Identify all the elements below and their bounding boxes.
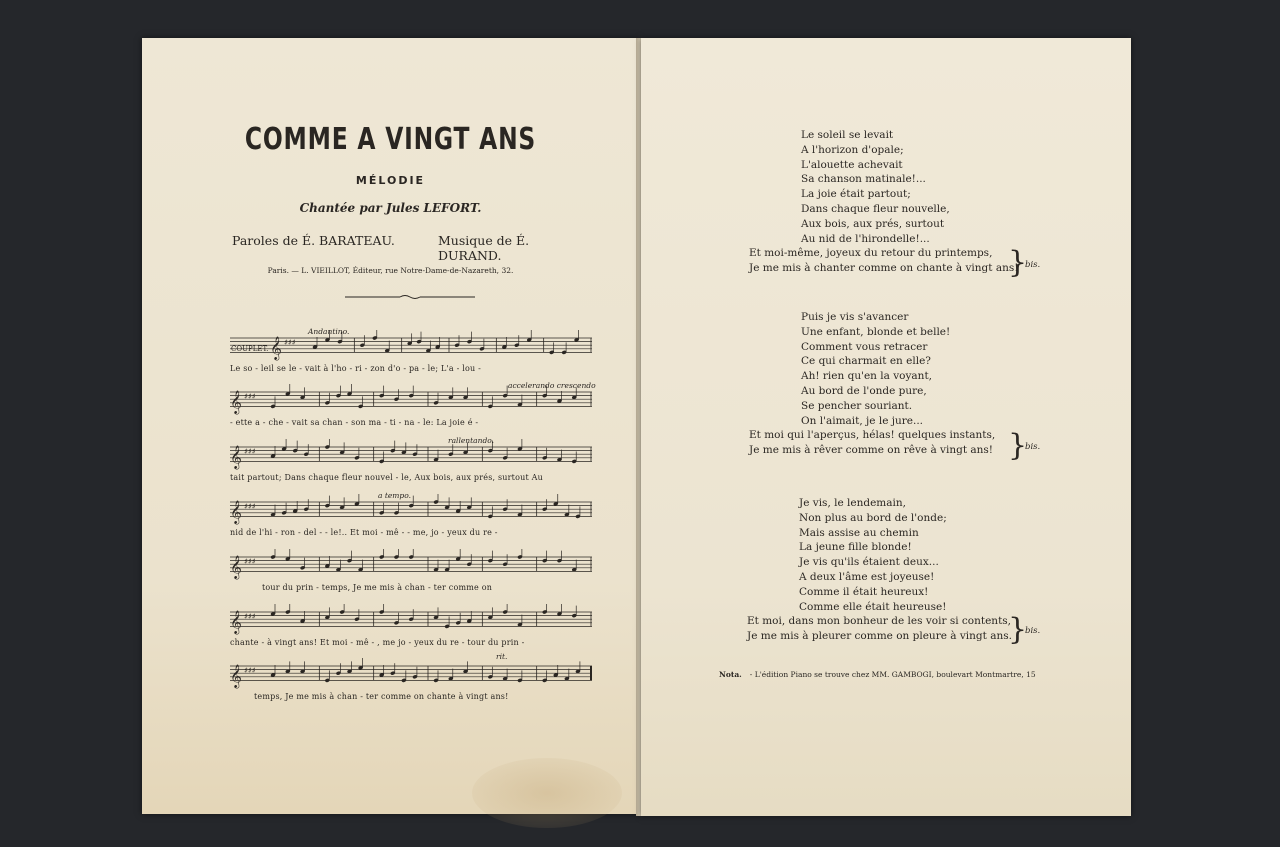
stanza-2 <box>749 310 996 458</box>
stanza-1 <box>749 128 1019 276</box>
verse-line: Sa chanson matinale!... <box>801 173 926 186</box>
lyric-line: tour du prin - temps, Je me mis à chan - ter comme on <box>262 583 493 592</box>
music-staff-7 <box>230 652 592 706</box>
verse-line: L'alouette achevait <box>801 158 903 171</box>
svg-text:𝄞: 𝄞 <box>230 499 242 524</box>
bis-marker: bis. <box>1025 442 1041 452</box>
verse-line: Une enfant, blonde et belle! <box>801 325 951 338</box>
lyric-line: temps, Je me mis à chan - ter comme on chante à vingt ans! <box>254 692 509 701</box>
verse-line: Comme il était heureux! <box>799 585 929 598</box>
verse-line: Au bord de l'onde pure, <box>801 384 927 397</box>
lyric-line: Le so - leil se le - vait à l'ho - ri - zon d'o - pa - le; L'a - lou - <box>230 364 482 373</box>
singer-credit: Chantée par Jules LEFORT. <box>299 201 482 215</box>
publisher-line: Paris. — L. VIEILLOT, Éditeur, rue Notre-Dame-de-Nazareth, 32. <box>267 266 514 275</box>
couplet-label: COUPLET. <box>231 345 269 353</box>
ornament-divider <box>345 294 475 300</box>
music-staff-4 <box>230 491 592 542</box>
refrain-brace: } <box>1008 245 1028 280</box>
svg-text:𝄞: 𝄞 <box>230 389 242 414</box>
verse-line: Dans chaque fleur nouvelle, <box>801 202 950 215</box>
lyric-line: tait partout; Dans chaque fleur nouvel - le, Aux bois, aux prés, surtout Au <box>230 473 543 482</box>
staff-lines <box>230 439 592 473</box>
stanza-3 <box>747 496 1012 644</box>
tempo-marking: accelerando crescendo <box>508 381 596 390</box>
music-staff-1 <box>230 327 592 378</box>
nota-label: Nota. <box>719 670 742 679</box>
verse-line: Comment vous retracer <box>801 340 928 353</box>
right-page <box>641 38 1131 816</box>
verse-line: Au nid de l'hirondelle!... <box>801 232 930 245</box>
verse-line: Je vis qu'ils étaient deux... <box>799 556 939 569</box>
verse-line: Non plus au bord de l'onde; <box>799 511 947 524</box>
svg-text:𝄞: 𝄞 <box>230 663 242 688</box>
tempo-marking: rallentando. <box>448 436 495 445</box>
verse-line: Le soleil se levait <box>801 129 894 141</box>
verse-line: La jeune fille blonde! <box>799 541 912 554</box>
staff-lines <box>230 494 592 528</box>
tempo-marking: rit. <box>496 652 508 661</box>
svg-text:♯♯♯: ♯♯♯ <box>244 447 256 457</box>
music-staff-2 <box>230 381 596 432</box>
staff-lines <box>230 658 592 692</box>
svg-text:♯♯♯: ♯♯♯ <box>244 666 256 676</box>
verse-line: Aux bois, aux prés, surtout <box>801 217 945 230</box>
svg-text:♯♯♯: ♯♯♯ <box>284 338 296 348</box>
nota-text: - L'édition Piano se trouve chez MM. GAMBOGI, boulevart Montmartre, 15 <box>749 670 1036 679</box>
svg-text:𝄞: 𝄞 <box>230 444 242 469</box>
music-staff-3 <box>230 436 592 487</box>
refrain-line: Je me mis à pleurer comme on pleure à vingt ans. <box>747 630 1012 643</box>
refrain-line: Et moi-même, joyeux du retour du printemps, <box>749 247 993 260</box>
refrain-line: Je me mis à rêver comme on rêve à vingt ans! <box>749 444 994 457</box>
verse-line: Puis je vis s'avancer <box>801 311 909 323</box>
bis-marker: bis. <box>1025 626 1041 636</box>
refrain-brace: } <box>1008 428 1028 463</box>
bis-marker: bis. <box>1025 260 1041 270</box>
verse-line: Comme elle était heureuse! <box>799 600 947 613</box>
svg-text:𝄞: 𝄞 <box>270 335 282 360</box>
svg-text:♯♯♯: ♯♯♯ <box>244 612 256 622</box>
song-title: COMME A VINGT ANS <box>244 122 537 157</box>
svg-text:♯♯♯: ♯♯♯ <box>244 392 256 402</box>
verse-line: A deux l'âme est joyeuse! <box>799 570 935 583</box>
music-staff-5 <box>230 549 592 597</box>
paper-stain <box>472 758 622 828</box>
verse-line: A l'horizon d'opale; <box>801 143 904 156</box>
staff-lines <box>230 604 592 638</box>
verse-line: La joie était partout; <box>801 188 911 201</box>
verse-line: On l'aimait, je le jure... <box>801 414 924 427</box>
composer-credit: Musique de É. DURAND. <box>438 233 530 263</box>
edition-note <box>719 670 1036 679</box>
verse-line: Se pencher souriant. <box>801 399 913 412</box>
staff-lines <box>230 330 592 364</box>
refrain-line: Je me mis à chanter comme on chante à vingt ans! <box>749 262 1019 275</box>
staff-lines <box>230 549 592 583</box>
verse-line: Je vis, le lendemain, <box>799 497 906 509</box>
tempo-marking: Andantino. <box>308 327 350 336</box>
refrain-brace: } <box>1008 612 1028 647</box>
svg-text:♯♯♯: ♯♯♯ <box>244 502 256 512</box>
refrain-line: Et moi, dans mon bonheur de les voir si contents, <box>747 615 1012 628</box>
verse-line: Ah! rien qu'en la voyant, <box>801 370 932 383</box>
lyric-line: - ette a - che - vait sa chan - son ma - ti - na - le: La joie é - <box>230 418 479 427</box>
lyric-line: nid de l'hi - ron - del - - le!.. Et moi - mê - - me, jo - yeux du re - <box>230 528 498 537</box>
verse-line: Mais assise au chemin <box>799 526 919 539</box>
left-page <box>142 38 639 814</box>
verse-line: Ce qui charmait en elle? <box>801 355 931 368</box>
svg-text:♯♯♯: ♯♯♯ <box>244 557 256 567</box>
song-subtitle: MÉLODIE <box>355 174 426 187</box>
svg-text:𝄞: 𝄞 <box>230 554 242 579</box>
tempo-marking: a tempo. <box>378 491 411 500</box>
lyricist-credit: Paroles de É. BARATEAU. <box>232 233 395 248</box>
lyric-line: chante - à vingt ans! Et moi - mê - , me jo - yeux du re - tour du prin - <box>230 638 525 647</box>
refrain-line: Et moi qui l'aperçus, hélas! quelques instants, <box>749 429 996 442</box>
music-staff-6 <box>230 604 592 652</box>
svg-text:𝄞: 𝄞 <box>230 609 242 634</box>
